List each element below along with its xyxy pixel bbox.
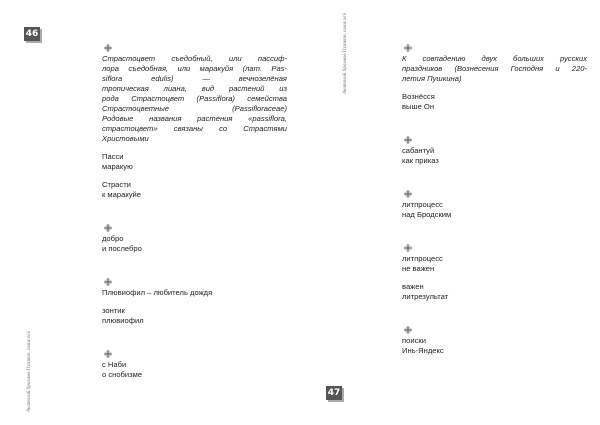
flower-ornament-icon [404, 244, 412, 252]
text-line: сабантуй [402, 146, 435, 155]
right-page [300, 0, 600, 425]
side-caption-left [27, 331, 32, 412]
flower-ornament-icon [104, 224, 112, 232]
book-title: Пушкин, наше всё [343, 13, 348, 53]
text-line: выше Он [402, 102, 435, 111]
text-line: Вознёсся [402, 92, 435, 101]
prose-paragraph [102, 54, 287, 144]
text-line: праздников (Вознесения Господня и 220- [402, 64, 587, 73]
text-line: литрезультат [402, 292, 449, 301]
prose-paragraph [402, 54, 587, 84]
flower-ornament-icon [104, 44, 112, 52]
text-line: летия Пушкина) [402, 74, 462, 83]
verse-stanza [402, 92, 587, 112]
section-gap [402, 120, 587, 136]
text-line: добро [102, 234, 124, 243]
flower-ornament-icon [404, 44, 412, 52]
text-line: зонтик [102, 306, 125, 315]
verse-stanza [402, 282, 587, 302]
text-line: и послебро [102, 244, 142, 253]
side-caption-right [343, 13, 348, 94]
verse-stanza [102, 306, 287, 326]
text-line: не важен [402, 264, 435, 273]
section-gap [102, 208, 287, 224]
text-line: Христовыми [102, 134, 149, 143]
text-line: поиски [402, 336, 426, 345]
text-line: тропическая лиана, вид растений из [102, 84, 287, 93]
page-number-left: 46 [25, 29, 39, 39]
verse-stanza [402, 200, 587, 220]
flower-ornament-icon [404, 326, 412, 334]
text-line: Страстоцвет съедобный, или пассиф- [102, 54, 287, 63]
section-gap [102, 334, 287, 350]
text-line: о снобизме [102, 370, 143, 379]
text-line: Плювиофил – любитель дождя [102, 288, 213, 297]
text-line: Пасси [102, 152, 124, 161]
verse-stanza [102, 360, 287, 380]
flower-ornament-icon [404, 190, 412, 198]
text-line: рода Страстоцвет (Passiflora) семейства [102, 94, 287, 103]
text-line: как приказ [402, 156, 439, 165]
section-gap [402, 228, 587, 244]
text-line: важен [402, 282, 424, 291]
flower-ornament-icon [104, 278, 112, 286]
text-line: с Наби [102, 360, 127, 369]
verse-stanza [102, 152, 287, 172]
text-line: маракую [102, 162, 133, 171]
text-line: siflora edulis) — вечнозелёная [102, 74, 287, 83]
text-line: Инь-Яндекс [402, 346, 444, 355]
text-line: Страстоцветные (Passifloraceae) [102, 104, 287, 113]
book-title: Пушкин, наше всё [27, 331, 32, 371]
text-line: плювиофил [102, 316, 144, 325]
page-number-right: 47 [327, 388, 341, 398]
text-line: над Бродским [402, 210, 452, 219]
verse-stanza [402, 146, 587, 166]
section-gap [102, 262, 287, 278]
text-line: Страсти [102, 180, 131, 189]
flower-ornament-icon [104, 350, 112, 358]
text-line: Родовые названия растения «passiflora, [102, 114, 287, 123]
text-line: литпроцесс [402, 200, 443, 209]
text-line: страстоцвет» связаны со Страстями [102, 124, 287, 133]
section-gap [402, 310, 587, 326]
section-gap [402, 174, 587, 190]
author-signature: Анатолий Храмков [27, 371, 32, 412]
verse-stanza [102, 288, 287, 298]
flower-ornament-icon [404, 136, 412, 144]
text-line: К совпадению двух больших русских [402, 54, 587, 63]
text-line: к маракуйе [102, 190, 141, 199]
author-signature: Анатолий Храмков [343, 53, 348, 94]
verse-stanza [402, 336, 587, 356]
left-text-column [102, 44, 287, 388]
text-line: лора съедобная, или маракуйя (лат. Pas- [102, 64, 287, 73]
verse-stanza [102, 234, 287, 254]
verse-stanza [402, 254, 587, 274]
right-text-column [402, 44, 587, 364]
verse-stanza [102, 180, 287, 200]
text-line: литпроцесс [402, 254, 443, 263]
